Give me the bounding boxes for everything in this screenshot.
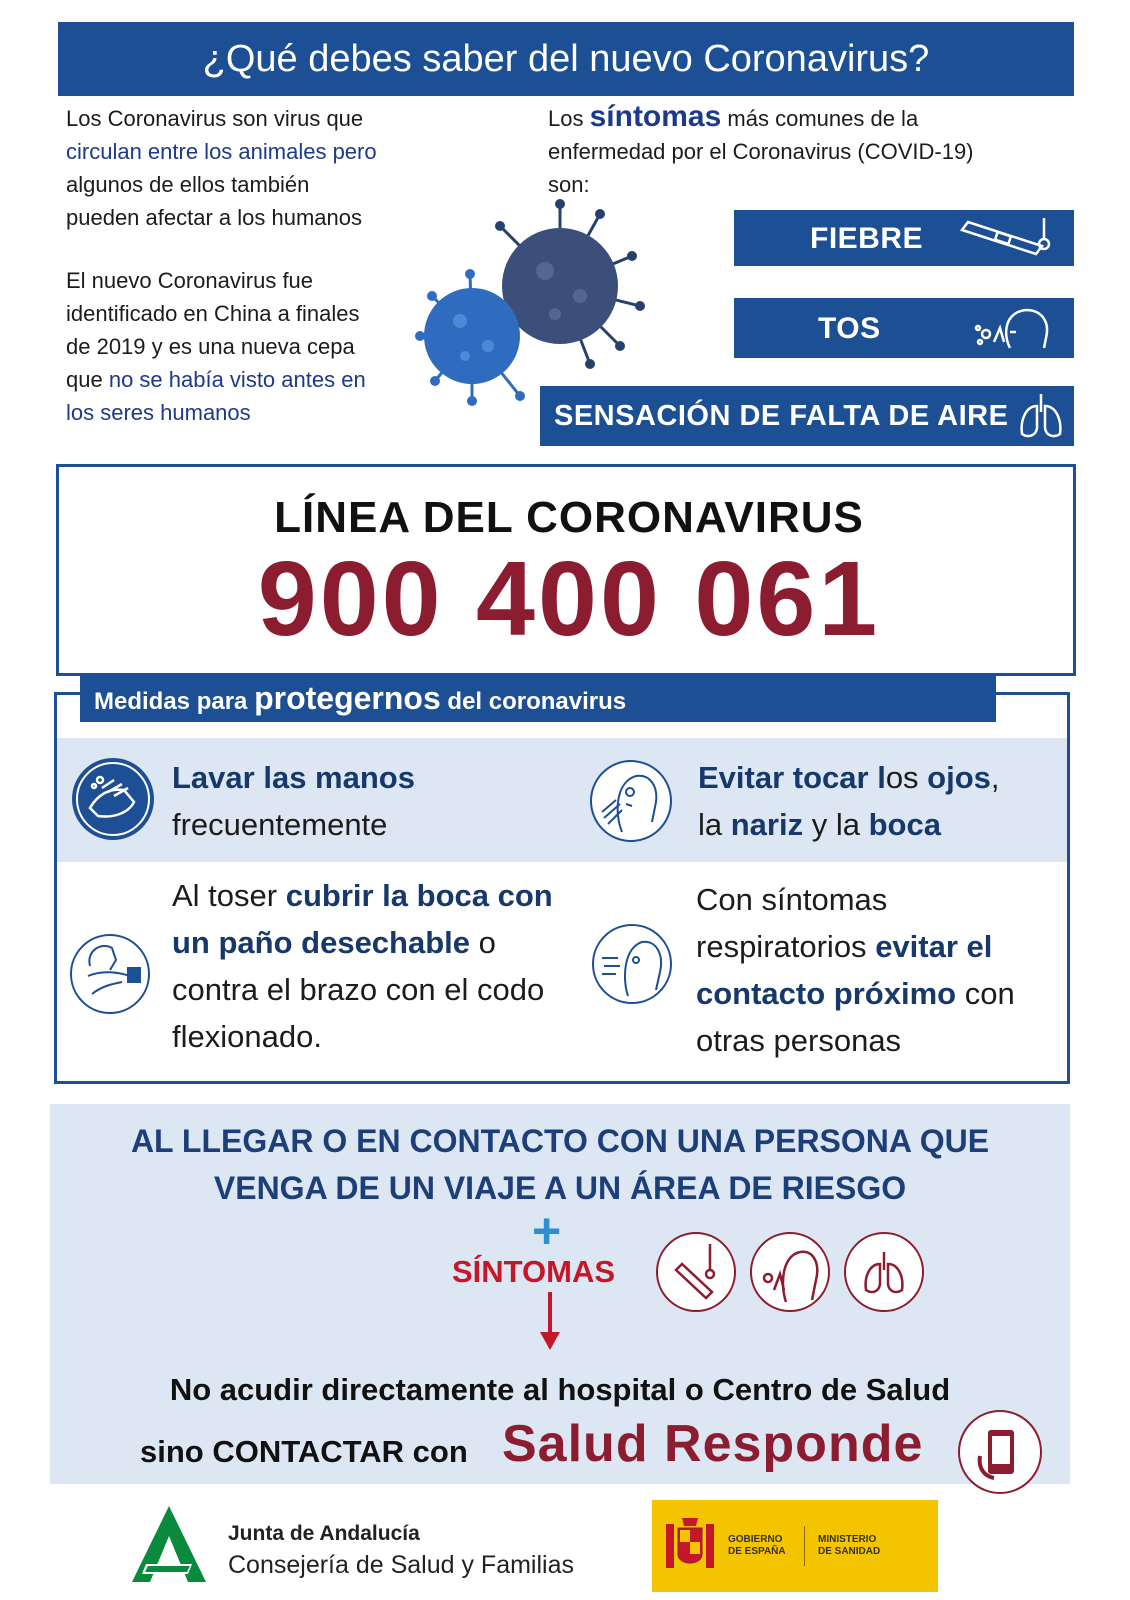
junta-logo — [126, 1502, 212, 1588]
logo-divider — [804, 1526, 805, 1566]
lungs-icon — [844, 1232, 924, 1312]
symptom-breath-label: SENSACIÓN DE FALTA DE AIRE — [554, 400, 1009, 432]
symptom-cough — [734, 298, 1074, 358]
symptom-fever — [734, 210, 1074, 266]
symptom-breath — [540, 386, 1074, 446]
hotline-number[interactable]: 900 400 061 — [257, 540, 881, 658]
measure-handwash-text: Lavar las manos frecuentemente — [172, 760, 415, 842]
ministerio-text: MINISTERIO DE SANIDAD — [818, 1534, 881, 1557]
junta-name: Junta de Andalucía — [228, 1522, 420, 1545]
face-touch-icon — [590, 760, 672, 842]
symptom-cough-label: TOS — [818, 312, 881, 345]
measure-cough-text: Al toser cubrir la boca con un paño desechable o contra el brazo con el codo flexionado. — [172, 878, 553, 1054]
measures-header: Medidas para protegernos del coronavirus — [80, 674, 996, 722]
thermometer-icon — [656, 1232, 736, 1312]
spain-coat-of-arms — [660, 1514, 720, 1578]
cough-elbow-icon — [70, 934, 150, 1014]
cough-icon — [750, 1232, 830, 1312]
lungs-icon — [1018, 392, 1064, 440]
consejeria-name: Consejería de Salud y Familias — [228, 1551, 574, 1579]
intro-paragraph-1: Los Coronavirus son virus que circulan entre los animales pero algunos de ellos también pueden afectar a los humanos — [66, 106, 377, 230]
no-hospital-text: No acudir directamente al hospital o Centro de Salud — [169, 1372, 951, 1407]
handwash-icon — [72, 758, 154, 840]
plus-sign: + — [532, 1203, 562, 1259]
symptom-fever-label: FIEBRE — [810, 222, 924, 255]
travel-warning-title: AL LLEGAR O EN CONTACTO CON UNA PERSONA QUE VENGA DE UN VIAJE A UN ÁREA DE RIESGO — [130, 1123, 990, 1206]
virus-icon — [410, 196, 650, 416]
travel-warning-panel — [50, 1104, 1070, 1484]
contact-text: sino CONTACTAR con — [140, 1434, 468, 1469]
measure-face-text: Evitar tocar los ojos, la nariz y la boca — [698, 760, 1000, 842]
intro-paragraph-2: El nuevo Coronavirus fue identificado en China a finales de 2019 y es una nueva cepa que no se había visto antes en los seres humanos — [66, 268, 366, 425]
hotline-box — [56, 464, 1076, 676]
salud-responde-label[interactable]: Salud Responde — [502, 1415, 924, 1473]
gobierno-logo-panel — [652, 1500, 938, 1592]
hotline-title: LÍNEA DEL CORONAVIRUS — [274, 493, 864, 542]
arrow-down-icon — [538, 1292, 562, 1352]
gobierno-text: GOBIERNO DE ESPAÑA — [728, 1534, 786, 1557]
cough-icon — [970, 302, 1060, 354]
page-title: ¿Qué debes saber del nuevo Coronavirus? — [58, 22, 1074, 96]
measure-distance-text: Con síntomas respiratorios evitar el contacto próximo con otras personas — [696, 882, 1015, 1058]
phone-icon — [958, 1410, 1042, 1494]
symptoms-intro: Los síntomas más comunes de la enfermedad por el Coronavirus (COVID-19) son: — [548, 100, 974, 197]
symptoms-label: SÍNTOMAS — [452, 1254, 616, 1289]
thermometer-icon — [956, 216, 1066, 260]
breathing-face-icon — [592, 924, 672, 1004]
